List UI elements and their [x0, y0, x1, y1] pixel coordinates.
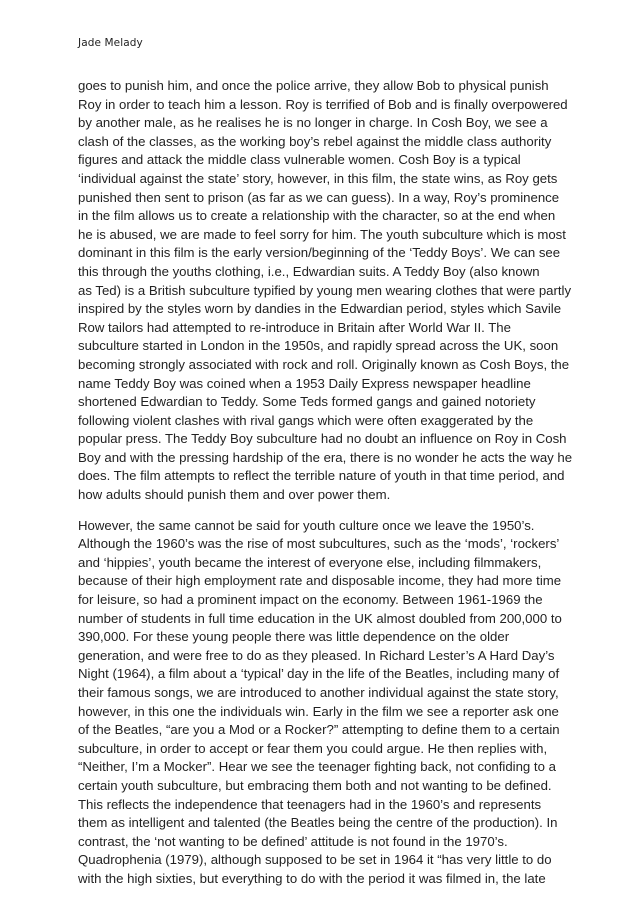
- text-line: by another male, as he realises he is no longer in charge. In Cosh Boy, we see a: [78, 115, 548, 131]
- text-line: for leisure, so had a prominent impact on the economy. Between 1961-1969 the: [78, 592, 543, 608]
- text-line: becoming strongly associated with rock and roll. Originally known as Cosh Boys, the: [78, 356, 570, 372]
- text-line: them as intelligent and talented (the Beatles being the centre of the production). In: [78, 815, 558, 831]
- paragraph-1: [78, 77, 578, 505]
- text-line: popular press. The Teddy Boy subculture had no doubt an influence on Roy in Cosh: [78, 431, 567, 447]
- text-line: this through the youths clothing, i.e., Edwardian suits. A Teddy Boy (also known: [78, 263, 540, 279]
- text-line: in the film allows us to create a relationship with the character, so at the end when: [78, 208, 556, 224]
- text-line: shortened Edwardian to Teddy. Some Teds formed gangs and gained notoriety: [78, 394, 536, 410]
- text-line: number of students in full time education in the UK almost doubled from 200,000 to: [78, 610, 562, 626]
- document-body: [78, 77, 578, 889]
- paragraph-2: [78, 517, 578, 889]
- text-line: figures and attack the middle class vulnerable women. Cosh Boy is a typical: [78, 152, 521, 168]
- text-line: he is abused, we are made to feel sorry for him. The youth subculture which is most: [78, 226, 566, 242]
- text-line: clash of the classes, as the working boy’s rebel against the middle class authority: [78, 133, 552, 149]
- text-line: following violent clashes with rival gangs which were often exaggerated by the: [78, 412, 534, 428]
- text-line: 390,000. For these young people there was little dependence on the older: [78, 629, 510, 645]
- text-line: Night (1964), a film about a ‘typical’ day in the life of the Beatles, including many of: [78, 666, 560, 682]
- text-line: Although the 1960’s was the rise of most subcultures, such as the ‘mods’, ‘rockers’: [78, 536, 560, 552]
- paragraph-spacer: [78, 505, 578, 517]
- text-line: Boy and with the pressing hardship of the era, there is no wonder he acts the way he: [78, 449, 573, 465]
- text-line: because of their high employment rate and disposable income, they had more time: [78, 573, 562, 589]
- text-line: inspired by the styles worn by dandies in the Edwardian period, styles which Savile: [78, 301, 562, 317]
- page-header-author: Jade Melady: [78, 37, 143, 49]
- text-line: ‘individual against the state’ story, however, in this film, the state wins, as Roy gets: [78, 170, 558, 186]
- text-line: of the Beatles, “are you a Mod or a Rocker?” attempting to define them to a certain: [78, 722, 560, 738]
- text-line: Row tailors had attempted to re-introduce in Britain after World War II. The: [78, 319, 511, 335]
- text-line: how adults should punish them and over power them.: [78, 487, 391, 503]
- text-line: and ‘hippies’, youth became the interest of everyone else, including filmmakers,: [78, 554, 542, 570]
- text-line: goes to punish him, and once the police arrive, they allow Bob to physical punish: [78, 78, 549, 93]
- text-line: This reflects the independence that teenagers had in the 1960’s and represents: [78, 796, 542, 812]
- text-line: punished then sent to prison (as far as we can guess). In a way, Roy’s prominence: [78, 189, 560, 205]
- text-line: does. The film attempts to reflect the terrible nature of youth in that time period, and: [78, 468, 565, 484]
- text-line: name Teddy Boy was coined when a 1953 Daily Express newspaper headline: [78, 375, 531, 391]
- text-line: certain youth subculture, but embracing them both and not wanting to be defined.: [78, 777, 552, 793]
- text-line: contrast, the ‘not wanting to be defined’ attitude is not found in the 1970’s.: [78, 833, 508, 849]
- text-line: Roy in order to teach him a lesson. Roy is terrified of Bob and is finally overpowered: [78, 96, 568, 112]
- text-line: Quadrophenia (1979), although supposed to be set in 1964 it “has very little to do: [78, 852, 552, 868]
- text-line: as Ted) is a British subculture typified by young men wearing clothes that were partly: [78, 282, 572, 298]
- text-line: dominant in this film is the early version/beginning of the ‘Teddy Boys’. We can see: [78, 245, 561, 261]
- text-line: However, the same cannot be said for youth culture once we leave the 1950’s.: [78, 517, 535, 533]
- text-line: subculture, in order to accept or fear them you could argue. He then replies with,: [78, 740, 548, 756]
- text-line: generation, and were free to do as they pleased. In Richard Lester’s A Hard Day’s: [78, 647, 555, 663]
- text-line: “Neither, I’m a Mocker”. Hear we see the teenager fighting back, not confiding to a: [78, 759, 556, 775]
- text-line: with the high sixties, but everything to do with the period it was filmed in, the late: [78, 870, 546, 886]
- text-line: subculture started in London in the 1950s, and rapidly spread across the UK, soon: [78, 338, 559, 354]
- text-line: their famous songs, we are introduced to another individual against the state story,: [78, 685, 559, 700]
- text-line: however, in this one the individuals win. Early in the film we see a reporter ask one: [78, 703, 559, 719]
